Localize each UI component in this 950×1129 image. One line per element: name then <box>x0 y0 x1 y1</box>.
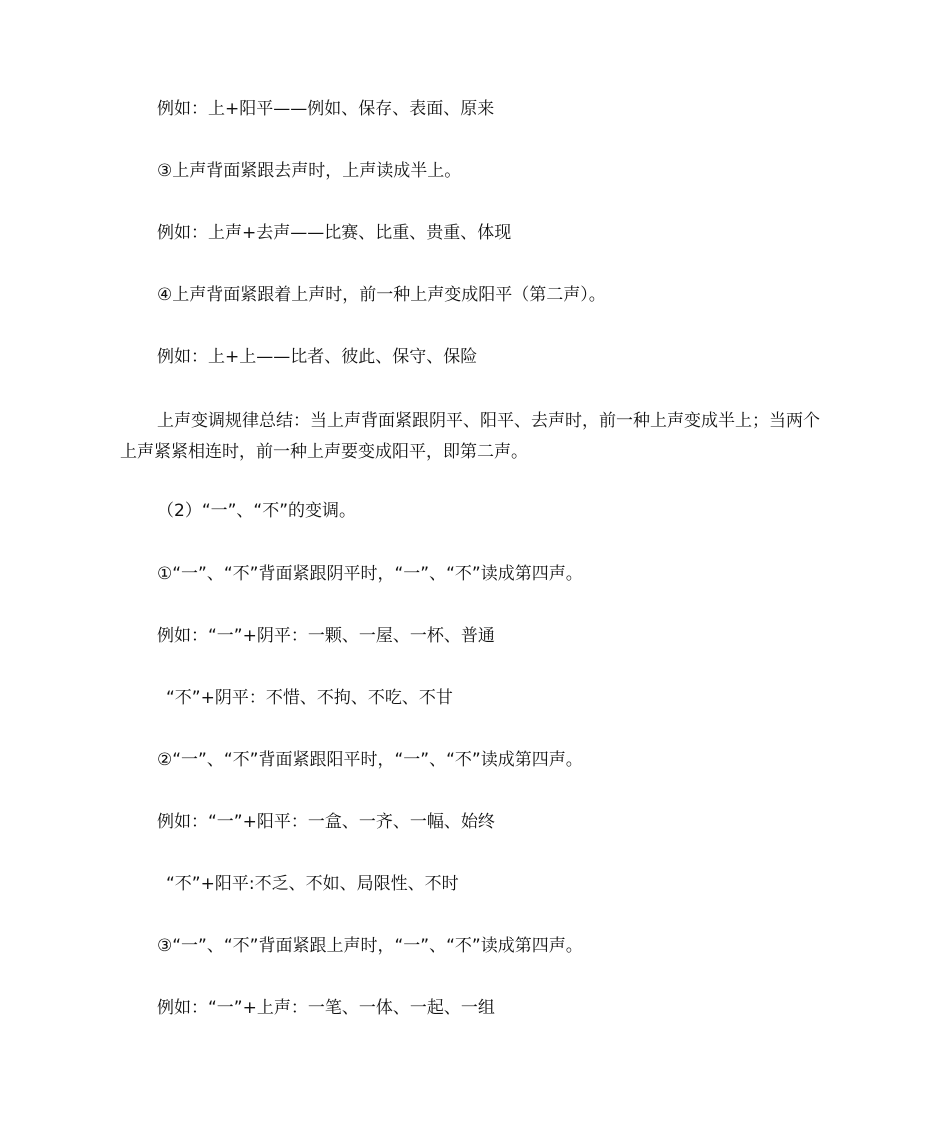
rule-line: ②“一”、“不”背面紧跟阳平时，“一”、“不”读成第四声。 <box>157 750 583 770</box>
example-line: 例如：“一”+阴平：一颗、一屋、一杯、普通 <box>157 626 495 646</box>
summary-paragraph <box>120 406 832 468</box>
example-line: “不”+阴平：不惜、不拘、不吃、不甘 <box>166 688 453 708</box>
summary-text: 上声变调规律总结：当上声背面紧跟阴平、阳平、去声时，前一种上声变成半上；当两个上声紧紧相连时，前一种上声要变成阳平，即第二声。 <box>120 411 820 462</box>
example-line: 例如：上声+去声——比赛、比重、贵重、体现 <box>157 223 512 243</box>
rule-line: ④上声背面紧跟着上声时，前一种上声变成阳平（第二声）。 <box>157 285 606 305</box>
rule-line: ①“一”、“不”背面紧跟阴平时，“一”、“不”读成第四声。 <box>157 564 583 584</box>
example-line: 例如：“一”+阳平：一盒、一齐、一幅、始终 <box>157 812 495 832</box>
example-line: “不”+阳平:不乏、不如、局限性、不时 <box>166 874 459 894</box>
section-heading: （2）“一”、“不”的变调。 <box>157 501 357 521</box>
example-line: 例如：上+上——比者、彼此、保守、保险 <box>157 347 478 367</box>
example-line: 例如：“一”+上声：一笔、一体、一起、一组 <box>157 998 495 1018</box>
rule-line: ③上声背面紧跟去声时，上声读成半上。 <box>157 161 462 181</box>
rule-line: ③“一”、“不”背面紧跟上声时，“一”、“不”读成第四声。 <box>157 936 583 956</box>
example-line: 例如：上+阳平——例如、保存、表面、原来 <box>157 99 495 119</box>
